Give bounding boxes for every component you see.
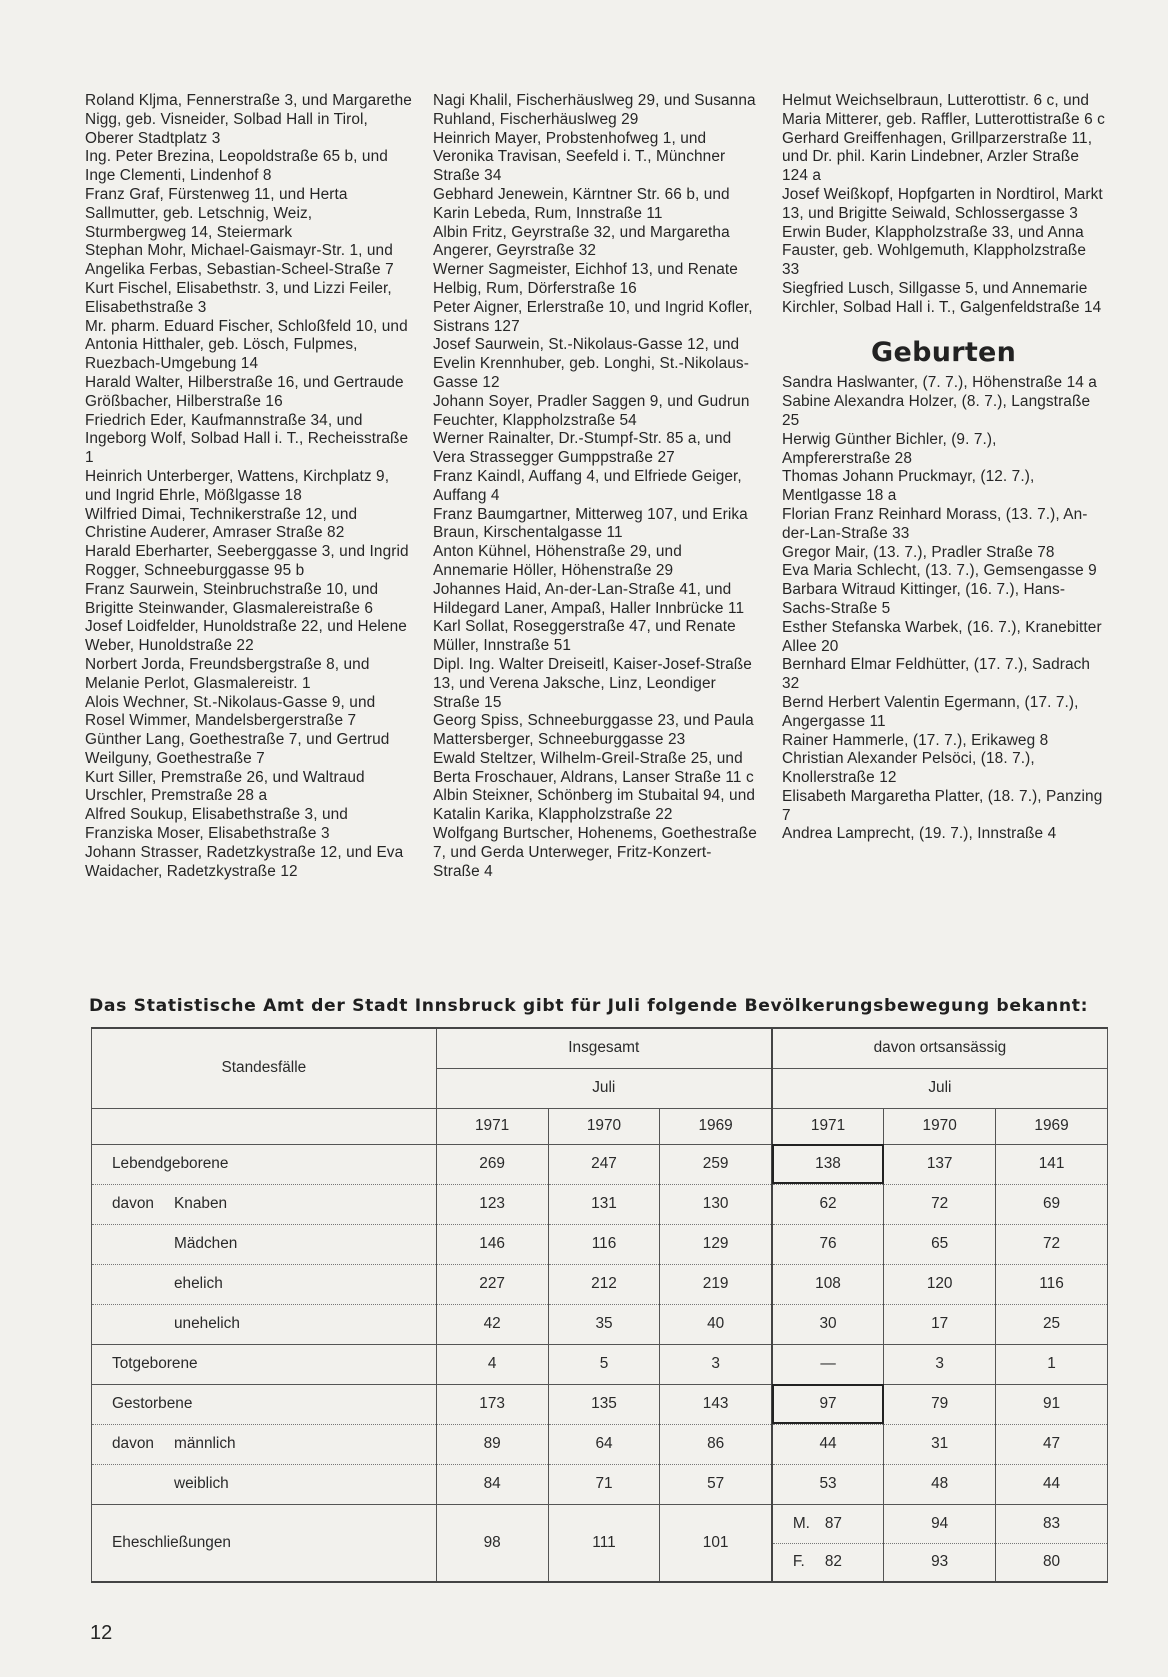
birth-item: Elisabeth Margaretha Platter, (18. 7.), Panzing 7 xyxy=(782,787,1103,824)
table-cell: 259 xyxy=(660,1144,772,1184)
table-row xyxy=(92,1464,1108,1504)
list-item: Franz Kaindl, Auffang 4, und Elfriede Geiger, Auffang 4 xyxy=(433,467,742,504)
table-row xyxy=(92,1344,1108,1384)
table-cell: 48 xyxy=(884,1464,996,1504)
list-item: Josef Saurwein, St.-Nikolaus-Gasse 12, und Evelin Krennhuber, geb. Longhi, St.-Nikolaus-Gasse 12 xyxy=(433,336,749,391)
list-item: Karl Sollat, Roseggerstraße 47, und Renate Müller, Innstraße 51 xyxy=(433,618,736,655)
list-item: Norbert Jorda, Freundsbergstraße 8, und Melanie Perlot, Glasmalereistr. 1 xyxy=(85,655,370,692)
table-row xyxy=(92,1184,1108,1224)
marriage-list-column-1 xyxy=(85,92,413,881)
row-prefix: davon xyxy=(112,1195,154,1212)
list-item: Franz Graf, Fürstenweg 11, und Herta Sallmutter, geb. Letschnig, Weiz, Sturmbergweg 14, Steiermark xyxy=(85,185,348,241)
birth-item: Sandra Haslwanter, (7. 7.), Höhenstraße 14 a xyxy=(782,374,1097,392)
marriage-list-column-3 xyxy=(782,92,1107,844)
table-cell: 111 xyxy=(548,1504,660,1582)
population-statistics-table xyxy=(91,1027,1108,1583)
table-cell: 212 xyxy=(548,1264,660,1304)
birth-item: Sabine Alexandra Holzer, (8. 7.), Langstraße 25 xyxy=(782,393,1091,429)
list-item: Friedrich Eder, Kaufmannstraße 34, und Ingeborg Wolf, Solbad Hall i. T., Recheisstraße 1 xyxy=(85,411,409,467)
table-cell: 141 xyxy=(996,1144,1108,1184)
table-cell: 130 xyxy=(660,1184,772,1224)
table-cell: 86 xyxy=(660,1424,772,1464)
table-cell: 3 xyxy=(660,1344,772,1384)
list-item: Stephan Mohr, Michael-Gaismayr-Str. 1, und Angelika Ferbas, Sebastian-Scheel-Straße 7 xyxy=(85,242,394,279)
births-heading: Geburten xyxy=(871,336,1017,368)
list-item: Günther Lang, Goethestraße 7, und Gertrud Weilguny, Goethestraße 7 xyxy=(85,731,390,767)
table-cell: 31 xyxy=(884,1424,996,1464)
female-label: F. xyxy=(792,1553,805,1571)
list-item: Josef Loidfelder, Hunoldstraße 22, und Helene Weber, Hunoldstraße 22 xyxy=(85,618,407,655)
row-label: Eheschließungen xyxy=(92,1504,437,1582)
table-cell: 143 xyxy=(660,1384,772,1424)
group-header-local: davon ortsansässig xyxy=(772,1028,1108,1068)
table-cell: 44 xyxy=(996,1464,1108,1504)
list-item: Nagi Khalil, Fischerhäuslweg 29, und Susanna Ruhland, Fischerhäuslweg 29 xyxy=(433,92,756,128)
birth-item: Herwig Günther Bichler, (9. 7.), Ampfererstraße 28 xyxy=(782,430,997,467)
table-cell: 35 xyxy=(548,1304,660,1344)
table-row xyxy=(92,1384,1108,1424)
table-cell: 129 xyxy=(660,1224,772,1264)
table-cell: 137 xyxy=(884,1144,996,1184)
table-cell: 98 xyxy=(436,1504,548,1582)
list-item: Heinrich Mayer, Probstenhofweg 1, und Veronika Travisan, Seefeld i. T., Münchner Straße 34 xyxy=(433,129,726,185)
table-cell: 5 xyxy=(548,1344,660,1384)
table-cell: 80 xyxy=(996,1543,1108,1582)
table-cell: 123 xyxy=(436,1184,548,1224)
table-row xyxy=(92,1144,1108,1184)
label-column-spacer xyxy=(92,1108,437,1144)
list-item: Johann Strasser, Radetzkystraße 12, und Eva Waidacher, Radetzkystraße 12 xyxy=(85,843,404,880)
birth-item: Gregor Mair, (13. 7.), Pradler Straße 78 xyxy=(782,543,1055,561)
row-label: Totgeborene xyxy=(92,1344,437,1384)
table-cell: 227 xyxy=(436,1264,548,1304)
year-header: 1969 xyxy=(660,1108,772,1144)
table-cell: 84 xyxy=(436,1464,548,1504)
list-item: Kurt Siller, Premstraße 26, und Waltraud Urschler, Premstraße 28 a xyxy=(85,768,365,805)
list-item: Siegfried Lusch, Sillgasse 5, und Annemarie Kirchler, Solbad Hall i. T., Galgenfeldstraße 14 xyxy=(782,279,1102,316)
table-cell: 17 xyxy=(884,1304,996,1344)
table-cell-highlighted: 97 xyxy=(772,1384,884,1424)
list-item: Alois Wechner, St.-Nikolaus-Gasse 9, und Rosel Wimmer, Mandelsbergerstraße 7 xyxy=(85,693,376,730)
list-item: Werner Sagmeister, Eichhof 13, und Renate Helbig, Rum, Dörferstraße 16 xyxy=(433,261,738,297)
table-cell: 4 xyxy=(436,1344,548,1384)
birth-item: Christian Alexander Pelsöci, (18. 7.), Knollerstraße 12 xyxy=(782,750,1035,787)
table-cell: 173 xyxy=(436,1384,548,1424)
year-header: 1969 xyxy=(996,1108,1108,1144)
table-cell xyxy=(772,1543,884,1582)
row-label: ehelich xyxy=(92,1264,437,1304)
row-label-text: männlich xyxy=(174,1435,236,1452)
list-item: Gebhard Jenewein, Kärntner Str. 66 b, und Karin Lebeda, Rum, Innstraße 11 xyxy=(433,185,730,222)
statistics-headline: Das Statistische Amt der Stadt Innsbruck gibt für Juli folgende Bevölkerungsbewegung bekannt: xyxy=(89,996,1089,1016)
table-cell: 89 xyxy=(436,1424,548,1464)
list-item: Erwin Buder, Klappholzstraße 33, und Anna Fauster, geb. Wohlgemuth, Klappholzstraße 33 xyxy=(782,223,1087,279)
list-item: Georg Spiss, Schneeburggasse 23, und Paula Mattersberger, Schneeburggasse 23 xyxy=(433,712,754,749)
list-item: Franz Saurwein, Steinbruchstraße 10, und Brigitte Steinwander, Glasmalereistraße 6 xyxy=(85,580,379,617)
table-cell: 71 xyxy=(548,1464,660,1504)
table-cell: 94 xyxy=(884,1504,996,1543)
table-cell: 3 xyxy=(884,1344,996,1384)
birth-item: Barbara Witraud Kittinger, (16. 7.), Hans-Sachs-Straße 5 xyxy=(782,581,1066,617)
table-cell: 101 xyxy=(660,1504,772,1582)
year-header: 1970 xyxy=(884,1108,996,1144)
male-value: 87 xyxy=(824,1514,842,1532)
table-cell: 72 xyxy=(884,1184,996,1224)
table-cell: 53 xyxy=(772,1464,884,1504)
birth-item: Florian Franz Reinhard Morass, (13. 7.), An-der-Lan-Straße 33 xyxy=(782,505,1088,542)
table-cell: 47 xyxy=(996,1424,1108,1464)
list-item: Wilfried Dimai, Technikerstraße 12, und Christine Auderer, Amraser Straße 82 xyxy=(85,505,358,542)
table-cell: 116 xyxy=(996,1264,1108,1304)
list-item: Johann Soyer, Pradler Saggen 9, und Gudrun Feuchter, Klappholzstraße 54 xyxy=(433,392,750,429)
list-item: Ing. Peter Brezina, Leopoldstraße 65 b, und Inge Clementi, Lindenhof 8 xyxy=(85,148,388,185)
female-value: 82 xyxy=(824,1553,842,1571)
table-row xyxy=(92,1264,1108,1304)
table-cell: 69 xyxy=(996,1184,1108,1224)
list-item: Peter Aigner, Erlerstraße 10, und Ingrid Kofler, Sistrans 127 xyxy=(433,298,753,335)
list-item: Werner Rainalter, Dr.-Stumpf-Str. 85 a, und Vera Strassegger Gumppstraße 27 xyxy=(433,430,732,467)
table-cell xyxy=(772,1504,884,1543)
table-cell: 57 xyxy=(660,1464,772,1504)
table-cell: 91 xyxy=(996,1384,1108,1424)
list-item: Albin Fritz, Geyrstraße 32, und Margaretha Angerer, Geyrstraße 32 xyxy=(433,223,730,260)
row-label: Mädchen xyxy=(92,1224,437,1264)
table-cell: 72 xyxy=(996,1224,1108,1264)
table-row xyxy=(92,1424,1108,1464)
table-cell: 25 xyxy=(996,1304,1108,1344)
table-row xyxy=(92,1304,1108,1344)
list-item: Mr. pharm. Eduard Fischer, Schloßfeld 10, und Antonia Hitthaler, geb. Lösch, Fulpmes, Ruezbach-Umgebung 14 xyxy=(85,317,408,373)
row-label: weiblich xyxy=(92,1464,437,1504)
list-item: Albin Steixner, Schönberg im Stubaital 94, und Katalin Karika, Klappholzstraße 22 xyxy=(433,787,756,824)
birth-item: Bernd Herbert Valentin Egermann, (17. 7.), Angergasse 11 xyxy=(782,693,1079,730)
table-cell: 65 xyxy=(884,1224,996,1264)
list-item: Heinrich Unterberger, Wattens, Kirchplatz 9, und Ingrid Ehrle, Mößlgasse 18 xyxy=(85,467,390,504)
table-cell: — xyxy=(772,1344,884,1384)
row-label-text: Knaben xyxy=(174,1195,228,1212)
list-item: Dipl. Ing. Walter Dreiseitl, Kaiser-Josef-Straße 13, und Verena Jaksche, Linz, Leondiger Straße 15 xyxy=(433,655,752,711)
table-cell: 135 xyxy=(548,1384,660,1424)
birth-item: Rainer Hammerle, (17. 7.), Erikaweg 8 xyxy=(782,731,1049,749)
list-item: Kurt Fischel, Elisabethstr. 3, und Lizzi Feiler, Elisabethstraße 3 xyxy=(85,279,392,316)
table-cell: 146 xyxy=(436,1224,548,1264)
list-item: Franz Baumgartner, Mitterweg 107, und Erika Braun, Kirschentalgasse 11 xyxy=(433,505,748,542)
list-item: Anton Kühnel, Höhenstraße 29, und Annemarie Höller, Höhenstraße 29 xyxy=(433,543,682,579)
table-cell: 44 xyxy=(772,1424,884,1464)
table-cell: 116 xyxy=(548,1224,660,1264)
marriages-row-male xyxy=(92,1504,1108,1543)
table-cell: 93 xyxy=(884,1543,996,1582)
row-label: unehelich xyxy=(92,1304,437,1344)
birth-item: Bernhard Elmar Feldhütter, (17. 7.), Sadrach 32 xyxy=(782,656,1091,693)
table-cell: 76 xyxy=(772,1224,884,1264)
row-label xyxy=(92,1424,437,1464)
birth-item: Andrea Lamprecht, (19. 7.), Innstraße 4 xyxy=(782,825,1057,843)
list-item: Ewald Steltzer, Wilhelm-Greil-Straße 25, und Berta Froschauer, Aldrans, Lanser Straße 11 c xyxy=(433,749,754,786)
table-cell: 42 xyxy=(436,1304,548,1344)
page-number: 12 xyxy=(90,1622,113,1644)
list-item: Josef Weißkopf, Hopfgarten in Nordtirol, Markt 13, und Brigitte Seiwald, Schlossergasse 3 xyxy=(782,185,1103,222)
birth-item: Thomas Johann Pruckmayr, (12. 7.), Mentlgasse 18 a xyxy=(782,468,1035,505)
table-cell: 79 xyxy=(884,1384,996,1424)
row-label: Lebendgeborene xyxy=(92,1144,437,1184)
year-header: 1970 xyxy=(548,1108,660,1144)
table-cell: 30 xyxy=(772,1304,884,1344)
year-header: 1971 xyxy=(436,1108,548,1144)
row-prefix: davon xyxy=(112,1435,154,1452)
table-cell: 40 xyxy=(660,1304,772,1344)
list-item: Harald Eberharter, Seeberggasse 3, und Ingrid Rogger, Schneeburggasse 95 b xyxy=(85,543,409,579)
group-header-total: Insgesamt xyxy=(436,1028,772,1068)
table-cell: 131 xyxy=(548,1184,660,1224)
year-header: 1971 xyxy=(772,1108,884,1144)
label-column-header: Standesfälle xyxy=(92,1028,437,1108)
table-cell: 269 xyxy=(436,1144,548,1184)
table-cell: 120 xyxy=(884,1264,996,1304)
table-cell-highlighted: 138 xyxy=(772,1144,884,1184)
birth-item: Eva Maria Schlecht, (13. 7.), Gemsengasse 9 xyxy=(782,562,1097,580)
list-item: Wolfgang Burtscher, Hohenems, Goethestraße 7, und Gerda Unterweger, Fritz-Konzert-Straße 4 xyxy=(433,825,757,880)
list-item: Harald Walter, Hilberstraße 16, und Gertraude Größbacher, Hilberstraße 16 xyxy=(85,373,404,410)
list-item: Johannes Haid, An-der-Lan-Straße 41, und Hildegard Laner, Ampaß, Haller Innbrücke 11 xyxy=(433,580,745,617)
table-cell: 247 xyxy=(548,1144,660,1184)
list-item: Gerhard Greiffenhagen, Grillparzerstraße 11, und Dr. phil. Karin Lindebner, Arzler Straße 124 a xyxy=(782,129,1093,185)
table-cell: 219 xyxy=(660,1264,772,1304)
table-cell: 83 xyxy=(996,1504,1108,1543)
table-cell: 1 xyxy=(996,1344,1108,1384)
births-list xyxy=(782,374,1107,844)
list-item: Roland Kljma, Fennerstraße 3, und Margarethe Nigg, geb. Visneider, Solbad Hall in Tirol, Oberer Stadtplatz 3 xyxy=(85,92,412,147)
table-row xyxy=(92,1224,1108,1264)
month-header: Juli xyxy=(436,1068,772,1108)
month-header: Juli xyxy=(772,1068,1108,1108)
list-item: Helmut Weichselbraun, Lutterottistr. 6 c, und Maria Mitterer, geb. Raffler, Lutterottistraße 6 c xyxy=(782,92,1105,128)
table-cell: 108 xyxy=(772,1264,884,1304)
male-label: M. xyxy=(792,1514,810,1532)
row-label xyxy=(92,1184,437,1224)
table-cell: 64 xyxy=(548,1424,660,1464)
marriage-list-column-2 xyxy=(433,92,758,881)
row-label: Gestorbene xyxy=(92,1384,437,1424)
list-item: Alfred Soukup, Elisabethstraße 3, und Franziska Moser, Elisabethstraße 3 xyxy=(85,806,348,843)
table-cell: 62 xyxy=(772,1184,884,1224)
birth-item: Esther Stefanska Warbek, (16. 7.), Kranebitter Allee 20 xyxy=(782,618,1102,655)
